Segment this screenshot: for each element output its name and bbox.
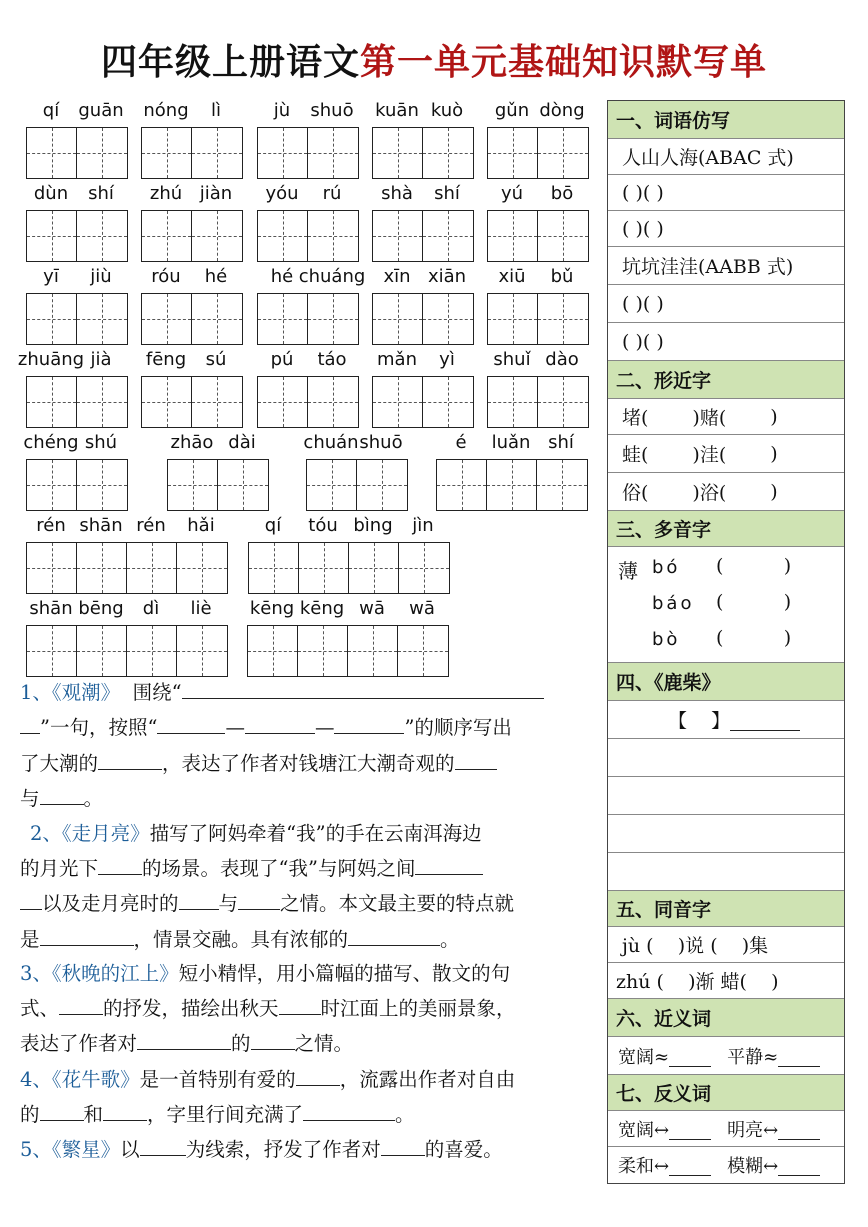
pinyin-syllable: guān — [78, 100, 124, 121]
abac-blanks-1[interactable]: ( )( ) — [608, 175, 844, 211]
grid-cell[interactable] — [258, 128, 308, 178]
grid-cell[interactable] — [142, 377, 192, 427]
answer-blank[interactable] — [238, 888, 280, 910]
answer-blank[interactable] — [415, 853, 483, 875]
pinyin-label — [372, 266, 472, 288]
writing-grid[interactable] — [141, 376, 243, 428]
pinyin-syllable: shú — [84, 432, 118, 453]
pinyin-syllable: kuò — [430, 100, 464, 121]
pinyin-label — [303, 432, 406, 454]
grid-cell[interactable] — [192, 377, 242, 427]
grid-cell[interactable] — [77, 211, 127, 261]
grid-cell[interactable] — [77, 543, 127, 593]
writing-grid[interactable] — [26, 625, 228, 677]
answer-blank[interactable] — [157, 712, 225, 734]
question-3: 3、《秋晚的江上》短小精悍，用小篇幅的描写、散文的句 — [20, 962, 511, 985]
pinyin-syllable: chuán — [303, 432, 359, 453]
answer-blank[interactable] — [98, 748, 162, 770]
pinyin-syllable: zhú — [149, 183, 183, 204]
answer-blank[interactable] — [59, 993, 103, 1015]
question-2: 2、《走月亮》描写了阿妈牵着“我”的手在云南洱海边 — [30, 822, 482, 845]
writing-grid[interactable] — [26, 459, 128, 511]
answer-blank[interactable] — [381, 1134, 425, 1156]
writing-grid[interactable] — [26, 210, 128, 262]
answer-blank[interactable] — [303, 1099, 395, 1121]
pinyin-syllable: dài — [228, 432, 256, 453]
grid-cell[interactable] — [537, 460, 587, 510]
grid-cell[interactable] — [192, 128, 242, 178]
pinyin-syllable: shuō — [359, 432, 403, 453]
pinyin-syllable: bō — [550, 183, 574, 204]
question-3-cont: 表达了作者对 的 之情。 — [20, 1027, 598, 1061]
grid-cell[interactable] — [349, 543, 399, 593]
question-5: 5、《繁星》以 为线索，抒发了作者对 的喜爱。 — [20, 1133, 598, 1167]
question-1-cont: ”一句，按照“ — — ”的顺序写出 — [20, 711, 598, 745]
grid-cell[interactable] — [127, 543, 177, 593]
pinyin-syllable: shuō — [310, 100, 354, 121]
question-1-cont: 了大潮的 ，表达了作者对钱塘江大潮奇观的 — [20, 747, 598, 781]
pinyin-syllable: zhuāng — [17, 349, 85, 370]
pinyin-syllable: zhāo — [170, 432, 214, 453]
writing-grid[interactable] — [487, 376, 589, 428]
question-4-cont: 的 和 ，字里行间充满了 。 — [20, 1098, 598, 1132]
pinyin-label — [141, 100, 241, 122]
pinyin-syllable: yì — [439, 349, 455, 370]
pinyin-syllable: xiān — [427, 266, 467, 287]
grid-cell[interactable] — [142, 211, 192, 261]
pinyin-syllable: lì — [210, 100, 222, 121]
grid-cell[interactable] — [258, 211, 308, 261]
grid-cell[interactable] — [423, 211, 473, 261]
pinyin-syllable: jìn — [412, 515, 434, 536]
pinyin-label — [257, 100, 357, 122]
writing-grid[interactable] — [372, 210, 474, 262]
grid-cell[interactable] — [142, 294, 192, 344]
writing-grid[interactable] — [26, 542, 228, 594]
writing-grid[interactable] — [306, 459, 408, 511]
answer-blank[interactable] — [20, 888, 42, 910]
pinyin-syllable: qí — [264, 515, 282, 536]
poem-line[interactable] — [608, 739, 844, 777]
pinyin-label — [23, 432, 126, 454]
answer-blank[interactable]: ( ) — [716, 591, 792, 613]
pinyin-label — [17, 349, 126, 371]
pinyin-syllable: kēng — [249, 598, 295, 619]
pinyin-syllable: shuǐ — [493, 349, 531, 370]
pinyin-syllable: bìng — [353, 515, 393, 536]
pinyin-label — [26, 183, 126, 205]
poem-line[interactable] — [608, 777, 844, 815]
answer-blank[interactable] — [98, 853, 142, 875]
aabb-example: 坑坑洼洼(AABB 式) — [608, 247, 844, 285]
pinyin-syllable: fēng — [145, 349, 187, 370]
answer-blank[interactable] — [40, 924, 134, 946]
pinyin-syllable: jià — [90, 349, 112, 370]
pinyin-syllable: hǎi — [187, 515, 215, 536]
answer-blank[interactable]: ( ) — [716, 627, 792, 649]
grid-cell[interactable] — [373, 211, 423, 261]
grid-cell[interactable] — [538, 211, 588, 261]
pinyin-syllable: jù — [273, 100, 291, 121]
pinyin-syllable: mǎn — [377, 349, 417, 370]
grid-cell[interactable] — [488, 211, 538, 261]
writing-grid[interactable] — [257, 293, 359, 345]
question-1: 1、《观潮》 围绕“ — [20, 676, 598, 710]
writing-grid[interactable] — [487, 210, 589, 262]
section-head-7: 七、反义词 — [608, 1075, 844, 1111]
pinyin-syllable: tóu — [308, 515, 338, 536]
similar-char-row[interactable]: 蛙( )洼( ) — [608, 435, 844, 473]
pinyin-syllable: yóu — [265, 183, 299, 204]
pinyin-syllable: jiàn — [199, 183, 233, 204]
grid-cell[interactable] — [77, 460, 127, 510]
pinyin-label — [257, 183, 357, 205]
writing-grid[interactable] — [257, 127, 359, 179]
grid-cell[interactable] — [27, 460, 77, 510]
similar-char-row[interactable]: 堵( )赌( ) — [608, 399, 844, 435]
grid-cell[interactable] — [308, 211, 358, 261]
pinyin-syllable: liè — [190, 598, 212, 619]
pinyin-syllable: jiù — [90, 266, 112, 287]
pinyin-syllable: xiū — [498, 266, 526, 287]
pinyin-syllable: hé — [204, 266, 228, 287]
grid-cell[interactable] — [218, 460, 268, 510]
writing-grid[interactable] — [487, 293, 589, 345]
pinyin-syllable: dùn — [33, 183, 69, 204]
pinyin-label — [141, 183, 241, 205]
writing-grid[interactable] — [26, 127, 128, 179]
pinyin-label — [26, 266, 126, 288]
grid-cell[interactable] — [249, 543, 299, 593]
abac-example: 人山人海(ABAC 式) — [608, 139, 844, 175]
grid-cell[interactable] — [399, 543, 449, 593]
answer-blank[interactable] — [40, 1099, 84, 1121]
antonym-row[interactable]: 宽阔↔ 明亮↔ — [608, 1111, 844, 1147]
pinyin-label — [257, 349, 357, 371]
pinyin-syllable: shān — [29, 598, 73, 619]
pinyin-syllable: dào — [545, 349, 579, 370]
grid-cell[interactable] — [27, 294, 77, 344]
pinyin-label — [26, 598, 226, 620]
pinyin-syllable: shí — [548, 432, 574, 453]
answer-blank[interactable] — [179, 888, 219, 910]
grid-cell[interactable] — [398, 626, 448, 676]
pinyin-syllable: bēng — [78, 598, 124, 619]
pinyin-label — [487, 100, 587, 122]
answer-blank[interactable] — [251, 1028, 295, 1050]
grid-cell[interactable] — [27, 626, 77, 676]
grid-cell[interactable] — [423, 377, 473, 427]
pinyin-syllable: kēng — [299, 598, 345, 619]
writing-grid[interactable] — [372, 127, 474, 179]
pinyin-syllable: táo — [317, 349, 347, 370]
pinyin-label — [257, 266, 366, 288]
pinyin-syllable: shān — [79, 515, 123, 536]
writing-grid[interactable] — [436, 459, 588, 511]
grid-cell[interactable] — [357, 460, 407, 510]
writing-grid[interactable] — [141, 127, 243, 179]
pinyin-label — [487, 349, 587, 371]
aabb-blanks-2[interactable]: ( )( ) — [608, 323, 844, 361]
grid-cell[interactable] — [177, 543, 227, 593]
grid-cell[interactable] — [538, 294, 588, 344]
pinyin-syllable: sú — [205, 349, 227, 370]
pinyin-syllable: qí — [42, 100, 60, 121]
grid-cell[interactable] — [373, 294, 423, 344]
grid-cell[interactable] — [348, 626, 398, 676]
grid-cell[interactable] — [487, 460, 537, 510]
grid-cell[interactable] — [127, 626, 177, 676]
pinyin-syllable: dòng — [539, 100, 585, 121]
pinyin-syllable: rú — [322, 183, 342, 204]
homophone-row[interactable]: jù ( )说 ( )集 — [608, 927, 844, 963]
pinyin-syllable: bǔ — [550, 266, 574, 287]
aabb-blanks-1[interactable]: ( )( ) — [608, 285, 844, 323]
writing-grid[interactable] — [26, 293, 128, 345]
grid-cell[interactable] — [192, 294, 242, 344]
grid-cell[interactable] — [488, 377, 538, 427]
question-1-cont: 与 。 — [20, 782, 598, 816]
pinyin-label — [26, 100, 126, 122]
pinyin-label — [26, 515, 226, 537]
grid-cell[interactable] — [77, 128, 127, 178]
grid-cell[interactable] — [258, 294, 308, 344]
section-head-4: 四、《鹿柴》 — [608, 663, 844, 701]
grid-cell[interactable] — [538, 377, 588, 427]
grid-cell[interactable] — [27, 128, 77, 178]
grid-cell[interactable] — [77, 294, 127, 344]
grid-cell[interactable] — [488, 294, 538, 344]
answer-blank[interactable] — [20, 712, 40, 734]
answer-blank[interactable]: ( ) — [716, 555, 792, 577]
answer-blank[interactable] — [40, 783, 84, 805]
answer-blank[interactable] — [334, 712, 404, 734]
similar-char-row[interactable]: 俗( )浴( ) — [608, 473, 844, 511]
pinyin-label — [372, 349, 472, 371]
grid-cell[interactable] — [142, 128, 192, 178]
pinyin-label — [372, 183, 472, 205]
pinyin-syllable: shí — [88, 183, 114, 204]
grid-cell[interactable] — [308, 377, 358, 427]
writing-grid[interactable] — [487, 127, 589, 179]
grid-cell[interactable] — [538, 128, 588, 178]
pinyin-syllable: wā — [409, 598, 435, 619]
grid-cell[interactable] — [307, 460, 357, 510]
page-title: 四年级上册语文第一单元基础知识默写单 — [100, 41, 768, 83]
grid-cell[interactable] — [177, 626, 227, 676]
answer-blank[interactable] — [140, 1134, 186, 1156]
antonym-row[interactable]: 柔和↔ 模糊↔ — [608, 1147, 844, 1183]
answer-blank[interactable] — [137, 1028, 231, 1050]
question-4: 4、《花牛歌》是一首特别有爱的 ，流露出作者对自由 — [20, 1063, 598, 1097]
writing-grid[interactable] — [167, 459, 269, 511]
pinyin-syllable: shà — [381, 183, 413, 204]
grid-cell[interactable] — [308, 128, 358, 178]
pinyin-syllable: yī — [43, 266, 59, 287]
grid-cell[interactable] — [308, 294, 358, 344]
section-head-5: 五、同音字 — [608, 891, 844, 927]
pinyin-syllable: pú — [270, 349, 294, 370]
pinyin-label — [487, 266, 587, 288]
writing-grid[interactable] — [247, 625, 449, 677]
poem-line[interactable] — [608, 815, 844, 853]
answer-blank[interactable] — [182, 677, 544, 699]
pinyin-label — [487, 183, 587, 205]
grid-cell[interactable] — [488, 128, 538, 178]
grid-cell[interactable] — [258, 377, 308, 427]
answer-blank[interactable] — [348, 924, 440, 946]
section-head-2: 二、形近字 — [608, 361, 844, 399]
writing-grid[interactable] — [141, 210, 243, 262]
pinyin-syllable: rén — [136, 515, 166, 536]
answer-blank[interactable] — [103, 1099, 147, 1121]
grid-cell[interactable] — [27, 377, 77, 427]
answer-blank[interactable] — [279, 993, 321, 1015]
pinyin-syllable: gǔn — [494, 100, 530, 121]
grid-cell[interactable] — [423, 128, 473, 178]
grid-cell[interactable] — [248, 626, 298, 676]
grid-cell[interactable] — [373, 128, 423, 178]
pinyin-label — [436, 432, 586, 454]
grid-cell[interactable] — [27, 211, 77, 261]
grid-cell[interactable] — [423, 294, 473, 344]
poem-title-blank[interactable]: 【 】 — [608, 701, 844, 739]
writing-grid[interactable] — [372, 376, 474, 428]
grid-cell[interactable] — [27, 543, 77, 593]
answer-blank[interactable] — [296, 1064, 340, 1086]
grid-cell[interactable] — [298, 626, 348, 676]
writing-grid[interactable] — [372, 293, 474, 345]
question-2-cont: 是 ，情景交融。具有浓郁的 。 — [20, 923, 598, 957]
answer-blank[interactable] — [455, 748, 497, 770]
writing-grid[interactable] — [248, 542, 450, 594]
pinyin-label — [167, 432, 267, 454]
pinyin-label — [248, 515, 448, 537]
grid-cell[interactable] — [168, 460, 218, 510]
writing-grid[interactable] — [26, 376, 128, 428]
grid-cell[interactable] — [373, 377, 423, 427]
pinyin-syllable: dì — [142, 598, 160, 619]
grid-cell[interactable] — [437, 460, 487, 510]
pinyin-syllable: chéng — [23, 432, 79, 453]
pinyin-syllable: xīn — [383, 266, 411, 287]
section-head-3: 三、多音字 — [608, 511, 844, 547]
polyphone-block: 薄 bó ( ) báo ( ) bò ( ) — [608, 547, 844, 663]
pinyin-syllable: róu — [151, 266, 181, 287]
grid-cell[interactable] — [192, 211, 242, 261]
section-head-1: 一、词语仿写 — [608, 101, 844, 139]
writing-grid[interactable] — [257, 376, 359, 428]
pinyin-label — [372, 100, 472, 122]
question-3-cont: 式、 的抒发，描绘出秋天 时江面上的美丽景象， — [20, 992, 598, 1026]
pinyin-syllable: chuáng — [298, 266, 366, 287]
poem-line[interactable] — [608, 853, 844, 891]
writing-grid[interactable] — [141, 293, 243, 345]
question-2-cont: 以及走月亮时的 与 之情。本文最主要的特点就 — [20, 887, 598, 921]
polyphone-char: 薄 — [618, 559, 638, 583]
pinyin-label — [141, 266, 241, 288]
pinyin-syllable: yú — [500, 183, 524, 204]
pinyin-syllable: hé — [270, 266, 294, 287]
section-head-6: 六、近义词 — [608, 999, 844, 1037]
pinyin-syllable: wā — [359, 598, 385, 619]
grid-cell[interactable] — [77, 626, 127, 676]
pinyin-syllable: kuān — [375, 100, 419, 121]
question-2-cont: 的月光下 的场景。表现了“我”与阿妈之间 — [20, 852, 598, 886]
answer-blank[interactable] — [245, 712, 315, 734]
abac-blanks-2[interactable]: ( )( ) — [608, 211, 844, 247]
pinyin-syllable: shí — [434, 183, 460, 204]
right-panel — [607, 100, 845, 1184]
pinyin-syllable: luǎn — [491, 432, 531, 453]
pinyin-syllable: é — [455, 432, 467, 453]
pinyin-label — [247, 598, 447, 620]
pinyin-syllable: rén — [36, 515, 66, 536]
synonym-row[interactable]: 宽阔≈ 平静≈ — [608, 1037, 844, 1075]
homophone-row[interactable]: zhú ( )渐 蜡( ) — [608, 963, 844, 999]
writing-grid[interactable] — [257, 210, 359, 262]
pinyin-syllable: nóng — [143, 100, 189, 121]
grid-cell[interactable] — [77, 377, 127, 427]
pinyin-label — [141, 349, 241, 371]
grid-cell[interactable] — [299, 543, 349, 593]
